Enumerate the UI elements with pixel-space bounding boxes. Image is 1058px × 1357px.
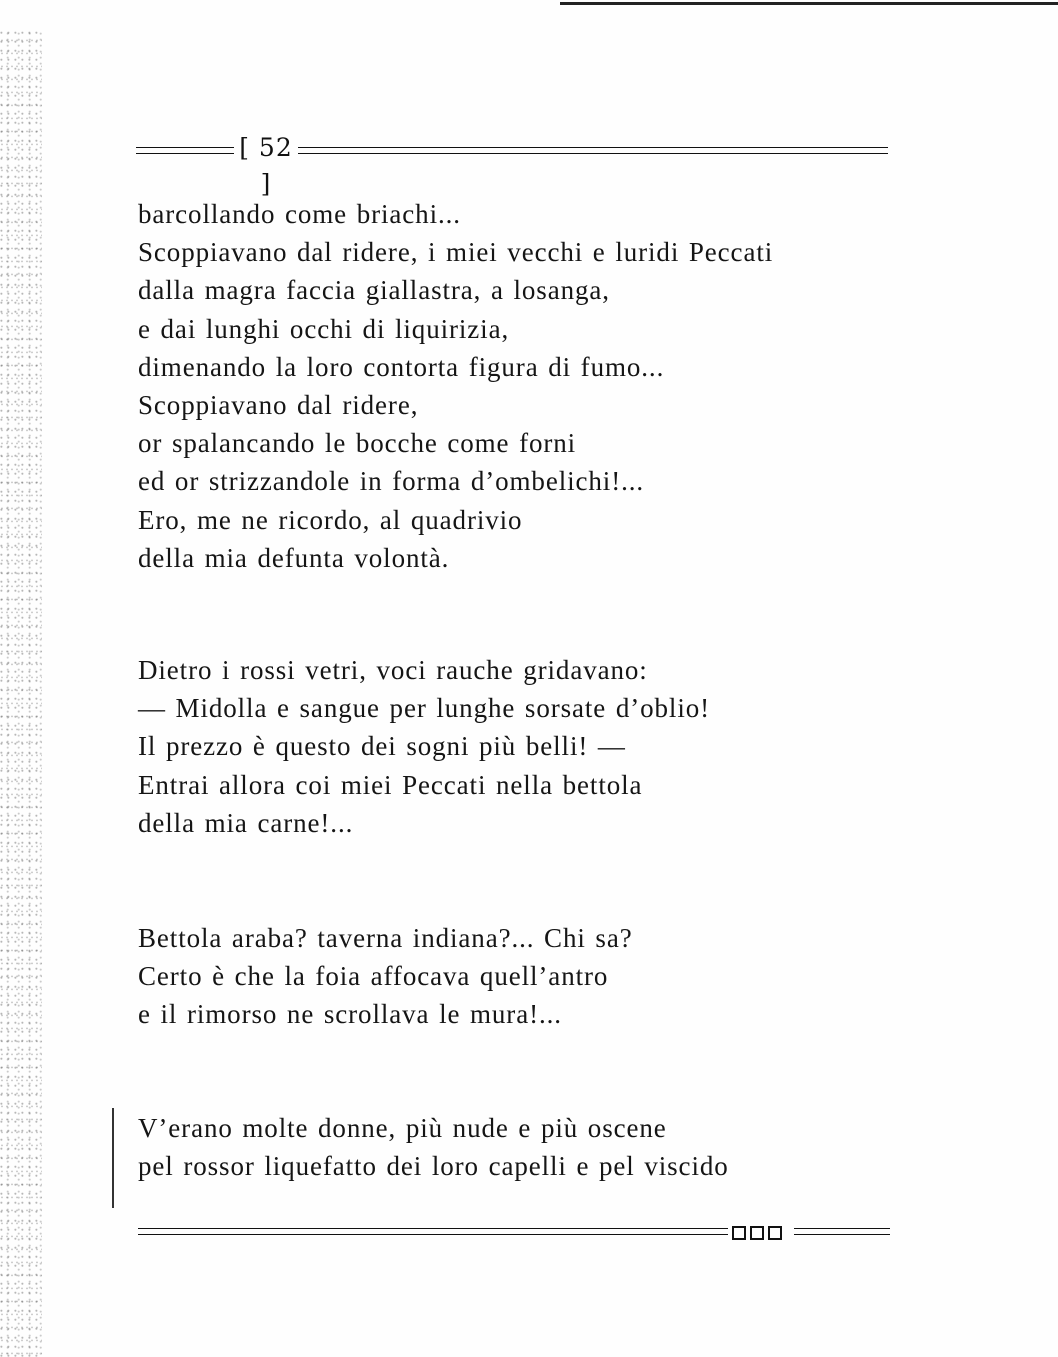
verse-line: Bettola araba? taverna indiana?... Chi sa? [138, 923, 633, 953]
page-footer [138, 1222, 890, 1244]
verse-line: Il prezzo è questo dei sogni più belli! — [138, 731, 626, 762]
stanza-2 [138, 651, 898, 842]
stanza-4 [138, 1109, 898, 1185]
margin-mark [112, 1108, 114, 1208]
verse-line: e il rimorso ne scrollava le mura!... [138, 999, 562, 1030]
footer-ornament [732, 1222, 792, 1244]
ornament-square-icon [732, 1226, 746, 1240]
verse-line: Certo è che la foia affocava quell’antro [138, 961, 609, 992]
stanza-1 [138, 195, 898, 577]
header-rule-left [136, 147, 234, 154]
verse-line: dalla magra faccia giallastra, a losanga, [138, 275, 610, 306]
stanza-3 [138, 919, 898, 1034]
scan-margin-noise [0, 30, 42, 1357]
page-number: [ 52 ] [239, 133, 293, 198]
verse-line: Entrai allora coi miei Peccati nella bettola [138, 769, 643, 800]
footer-rule-right [794, 1228, 890, 1235]
verse-line: della mia defunta volontà. [138, 542, 450, 573]
verse-line: dimenando la loro contorta figura di fumo... [138, 351, 665, 382]
footer-rule-left [138, 1228, 728, 1235]
top-edge-rule [560, 2, 1058, 5]
verse-line: V’erano molte donne, più nude e più oscene [138, 1113, 667, 1143]
verse-line: barcollando come briachi... [138, 199, 461, 229]
verse-line: or spalancando le bocche come forni [138, 428, 577, 459]
verse-line: Scoppiavano dal ridere, [138, 390, 419, 421]
verse-line: pel rossor liquefatto dei loro capelli e pel viscido [138, 1151, 729, 1182]
ornament-square-icon [750, 1226, 764, 1240]
ornament-square-icon [768, 1226, 782, 1240]
page-header [136, 130, 888, 198]
verse-line: Ero, me ne ricordo, al quadrivio [138, 504, 523, 535]
header-rule-right [298, 147, 888, 154]
verse-line: — Midolla e sangue per lunghe sorsate d’oblio! [138, 693, 711, 724]
verse-line: ed or strizzandole in forma d’ombelichi!... [138, 466, 645, 497]
verse-line: Scoppiavano dal ridere, i miei vecchi e luridi Peccati [138, 237, 774, 268]
verse-line: della mia carne!... [138, 807, 354, 838]
verse-line: Dietro i rossi vetri, voci rauche gridavano: [138, 655, 648, 685]
verse-line: e dai lunghi occhi di liquirizia, [138, 313, 510, 344]
